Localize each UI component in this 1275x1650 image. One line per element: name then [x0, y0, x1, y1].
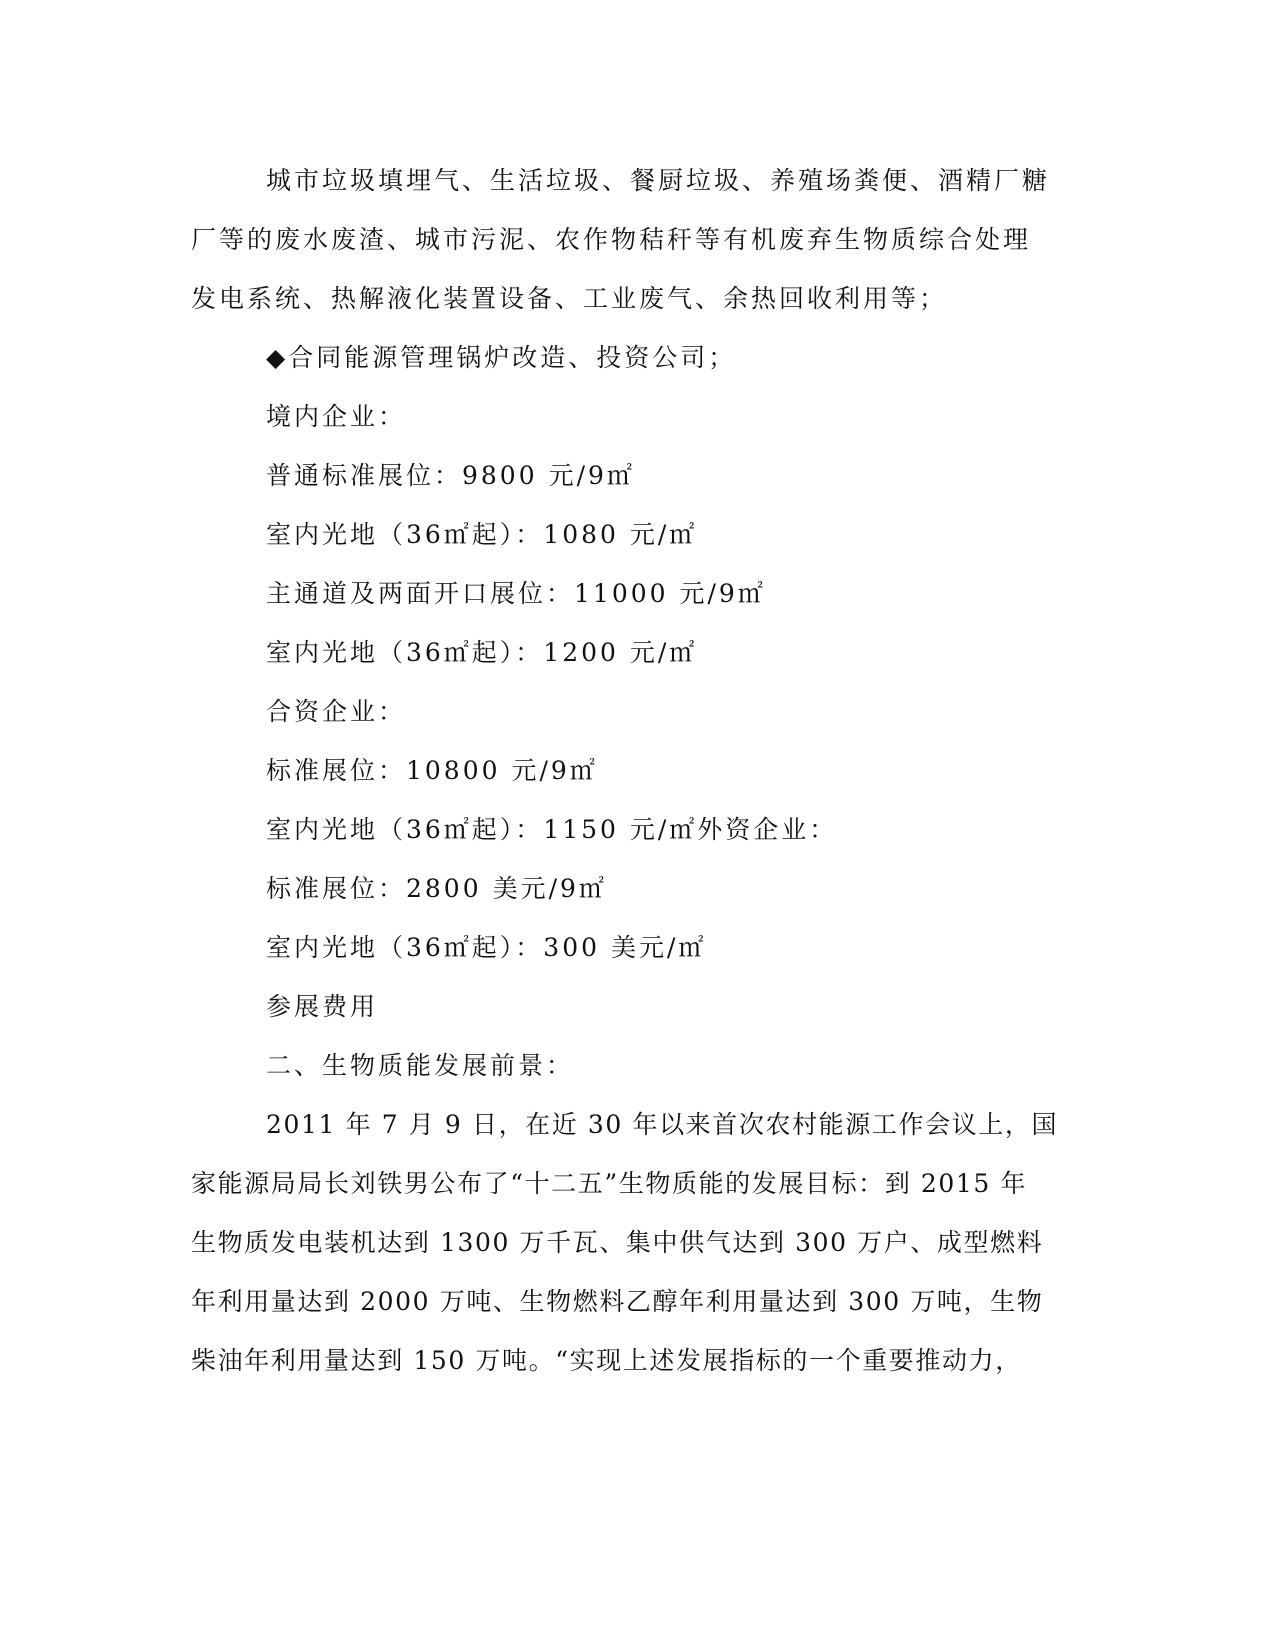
- paragraph-1-line-2: 厂等的废水废渣、城市污泥、农作物秸秆等有机废弃生物质综合处理: [191, 225, 1032, 254]
- paragraph-1-line-3: 发电系统、热解液化装置设备、工业废气、余热回收利用等；: [191, 284, 948, 313]
- paragraph-2-line-2: 家能源局局长刘铁男公布了“十二五”生物质能的发展目标：到 2015 年: [191, 1169, 1028, 1198]
- foreign-raw-space: 室内光地（36㎡起）：300 美元/㎡: [266, 933, 707, 962]
- paragraph-1-line-1: 城市垃圾填埋气、生活垃圾、餐厨垃圾、养殖场粪便、酒精厂糖: [266, 166, 1051, 195]
- paragraph-2-line-3: 生物质发电装机达到 1300 万千瓦、集中供气达到 300 万户、成型燃料: [191, 1228, 1044, 1257]
- domestic-heading: 境内企业：: [266, 402, 407, 431]
- section-2-heading: 二、生物质能发展前景：: [266, 1051, 575, 1080]
- domestic-raw-space-1: 室内光地（36㎡起）：1080 元/㎡: [266, 520, 698, 549]
- domestic-standard-booth: 普通标准展位：9800 元/9㎡: [266, 461, 635, 490]
- domestic-main-aisle-booth: 主通道及两面开口展位：11000 元/9㎡: [266, 579, 766, 608]
- fees-label: 参展费用: [266, 992, 379, 1021]
- paragraph-2-line-4: 年利用量达到 2000 万吨、生物燃料乙醇年利用量达到 300 万吨，生物: [191, 1287, 1044, 1316]
- joint-venture-standard-booth: 标准展位：10800 元/9㎡: [266, 756, 598, 785]
- joint-venture-heading: 合资企业：: [266, 697, 407, 726]
- joint-venture-raw-space: 室内光地（36㎡起）：1150 元/㎡外资企业：: [266, 815, 838, 844]
- foreign-standard-booth: 标准展位：2800 美元/9㎡: [266, 874, 607, 903]
- paragraph-2-line-1: 2011 年 7 月 9 日，在近 30 年以来首次农村能源工作会议上，国: [266, 1110, 1059, 1139]
- bullet-item: ◆合同能源管理锅炉改造、投资公司；: [266, 343, 737, 372]
- paragraph-2-line-5: 柴油年利用量达到 150 万吨。“实现上述发展指标的一个重要推动力，: [191, 1346, 1022, 1375]
- domestic-raw-space-2: 室内光地（36㎡起）：1200 元/㎡: [266, 638, 698, 667]
